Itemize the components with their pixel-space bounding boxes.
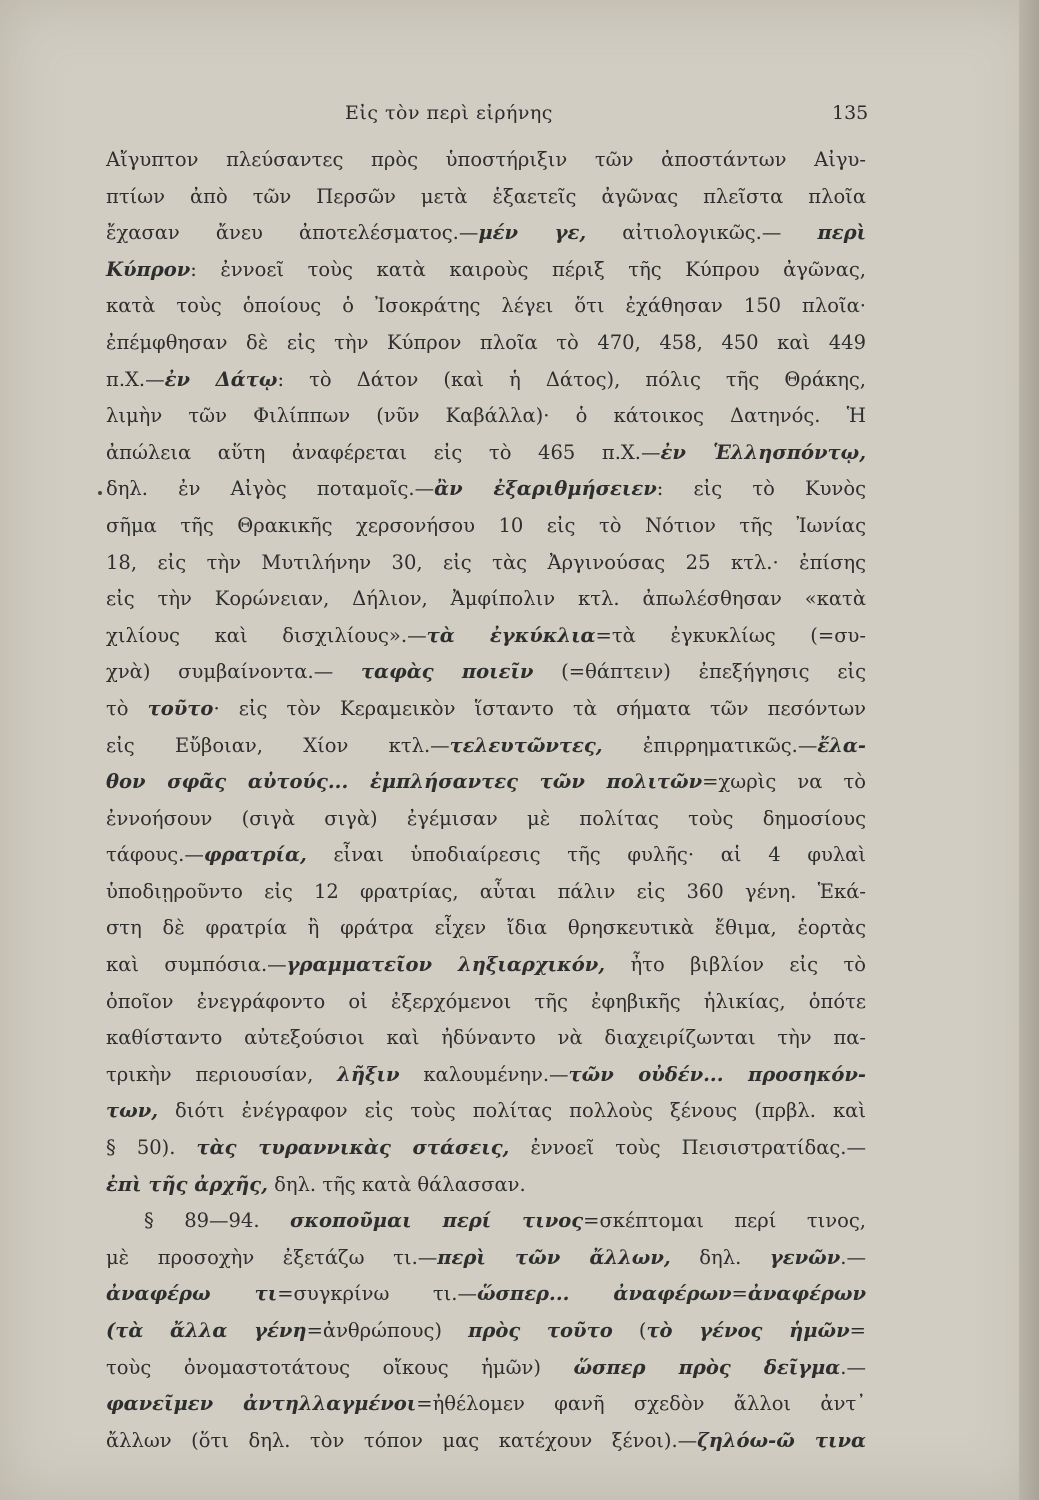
lemma-text: Κύπρον — [106, 257, 191, 281]
lemma-text: (τὰ ἄλλα γένη — [106, 1319, 307, 1342]
commentary-text: .— — [840, 1355, 866, 1379]
commentary-text: (=θάπτειν) ἐπεξήγησις εἰς — [533, 660, 866, 684]
commentary-text: κατὰ τοὺς ὁποίους ὁ Ἰσοκράτης λέγει ὅτι ἐχάθησαν 150 πλοῖα· — [106, 294, 866, 318]
page-edge — [1019, 0, 1039, 1500]
text-line — [106, 728, 866, 765]
commentary-text: τάφους.— — [106, 843, 204, 867]
commentary-text: εἰς Εὔβοιαν, Χίον κτλ.— — [106, 733, 450, 757]
running-title: Εἰς τὸν περὶ εἰρήνης — [345, 102, 553, 124]
text-line — [106, 325, 866, 362]
commentary-text: =τὰ ἐγκυκλίως (=συ- — [595, 623, 866, 647]
text-line — [106, 471, 866, 508]
text-line — [106, 801, 866, 838]
lemma-text: λῆξιν — [337, 1062, 400, 1086]
lemma-text: τὰ ἐγκύκλια — [426, 623, 596, 647]
text-line — [106, 618, 866, 655]
commentary-text: ἐπέμφθησαν δὲ εἰς τὴν Κύπρον πλοῖα τὸ 470, 458, 450 καὶ 449 — [106, 330, 866, 354]
text-line — [106, 362, 866, 399]
text-line — [106, 581, 866, 618]
commentary-text: .— — [840, 1245, 866, 1269]
commentary-text: = — [731, 1282, 748, 1306]
lemma-text: τῶν οὐδέν... προσηκόν- — [568, 1062, 866, 1086]
commentary-text: σῆμα τῆς Θρακικῆς χερσονήσου 10 εἰς τὸ Νότιον τῆς Ἰωνίας — [106, 513, 866, 537]
commentary-text: ( — [612, 1319, 647, 1342]
lemma-text: ἐν Ἑλλησπόντῳ, — [660, 440, 866, 464]
commentary-text: =χωρὶς να τὸ — [702, 770, 866, 794]
commentary-text: ὁποῖον ἐνεγράφοντο οἱ ἐξερχόμενοι τῆς ἐφηβικῆς ἡλικίας, ὁπότε — [106, 989, 866, 1013]
text-line — [106, 435, 866, 472]
lemma-text: γραμματεῖον ληξιαρχικόν, — [286, 953, 606, 977]
commentary-text: =ἠθέλομεν φανῆ σχεδὸν ἄλλοι ἀντ᾽ — [416, 1392, 866, 1416]
text-line — [106, 1167, 866, 1204]
lemma-text: περὶ τῶν ἄλλων, — [437, 1245, 671, 1269]
lemma-text: σκοποῦμαι περί τινος — [290, 1209, 584, 1233]
lemma-text: τοῦτο — [147, 696, 214, 720]
commentary-text: § 50). — [106, 1136, 197, 1160]
text-line — [106, 1313, 866, 1350]
commentary-text: χνὰ) συμβαίνοντα.— — [106, 660, 361, 684]
commentary-text: ἀπώλεια αὕτη ἀναφέρεται εἰς τὸ 465 π.Χ.— — [106, 440, 661, 464]
commentary-text: χιλίους καὶ δισχιλίους».— — [106, 623, 427, 647]
text-line — [106, 1057, 866, 1094]
commentary-text: καὶ συμπόσια.— — [106, 953, 287, 977]
lemma-text: τὸ γένος ἡμῶν — [646, 1319, 850, 1342]
commentary-text: λιμὴν τῶν Φιλίππων (νῦν Καβάλλα)· ὁ κάτοικος Δατηνός. Ἡ — [106, 404, 866, 428]
text-line — [106, 1203, 866, 1240]
text-line — [106, 1276, 866, 1313]
commentary-text: · εἰς τὸν Κεραμεικὸν ἵσταντο τὰ σήματα τῶν πεσόντων — [213, 696, 866, 720]
commentary-text: μὲ προσοχὴν ἐξετάζω τι.— — [106, 1245, 438, 1269]
commentary-text: 18, εἰς τὴν Μυτιλήνην 30, εἰς τὰς Ἀργινούσας 25 κτλ.· ἐπίσης — [106, 550, 866, 574]
text-line — [106, 545, 866, 582]
commentary-text: ἔχασαν ἄνευ ἀποτελέσματος.— — [106, 221, 479, 245]
lemma-text: πρὸς τοῦτο — [468, 1319, 613, 1342]
lemma-text: ἐν Δάτῳ — [164, 367, 278, 391]
lemma-text: ἂν ἐξαριθμήσειεν — [434, 477, 657, 501]
commentary-text: : τὸ Δάτον (καὶ ἡ Δάτος), πόλις τῆς Θράκης, — [277, 367, 866, 391]
text-line — [106, 1386, 866, 1423]
lemma-text: ὥσπερ πρὸς δεῖγμα — [573, 1355, 841, 1379]
text-line — [106, 1350, 866, 1387]
lemma-text: φανεῖμεν ἀντηλλαγμένοι — [106, 1392, 417, 1416]
text-line — [106, 215, 866, 252]
commentary-text: δηλ. ἐν Αἰγὸς ποταμοῖς.— — [106, 477, 435, 501]
commentary-text: = — [849, 1319, 867, 1342]
lemma-text: ὥσπερ... ἀναφέρων — [476, 1282, 732, 1306]
commentary-text: δηλ. τῆς κατὰ θάλασσαν. — [267, 1172, 526, 1196]
lemma-text: φρατρία, — [203, 843, 307, 867]
text-line — [106, 179, 866, 216]
lemma-text: περὶ — [817, 221, 866, 245]
text-line — [106, 910, 866, 947]
commentary-text: τρικὴν περιουσίαν, — [106, 1062, 338, 1086]
commentary-text: εἰς τὴν Κορώνειαν, Δήλιον, Ἀμφίπολιν κτλ. ἀπωλέσθησαν «κατὰ — [106, 587, 866, 611]
commentary-text: εἶναι ὑποδιαίρεσις τῆς φυλῆς· αἱ 4 φυλαὶ — [306, 843, 866, 867]
commentary-text: : εἰς τὸ Κυνὸς — [656, 477, 866, 501]
text-line — [106, 654, 866, 691]
commentary-text: ἦτο βιβλίον εἰς τὸ — [605, 953, 866, 977]
commentary-text: αἰτιολογικῶς.— — [586, 221, 818, 245]
lemma-text: ἀναφέρω τι — [106, 1282, 278, 1306]
text-line — [106, 252, 866, 289]
text-line — [106, 1130, 866, 1167]
lemma-text: ταφὰς ποιεῖν — [360, 660, 534, 684]
text-line — [106, 1020, 866, 1057]
lemma-text: μέν γε, — [478, 221, 587, 245]
text-line — [106, 1423, 866, 1460]
text-line — [106, 142, 866, 179]
commentary-text: =συγκρίνω τι.— — [277, 1282, 477, 1306]
commentary-text: =ἀνθρώπους) — [306, 1319, 469, 1342]
commentary-text: =σκέπτομαι περί τινος, — [583, 1209, 866, 1233]
text-line — [106, 691, 866, 728]
commentary-text: πτίων ἀπὸ τῶν Περσῶν μετὰ ἑξαετεῖς ἀγῶνας πλεῖστα πλοῖα — [106, 184, 866, 208]
body-text — [106, 142, 866, 1459]
commentary-text: καθίσταντο αὐτεξούσιοι καὶ ἠδύναντο νὰ διαχειρίζωνται τὴν πα- — [106, 1026, 866, 1050]
commentary-text: τοὺς ὀνομαστοτάτους οἴκους ἡμῶν) — [106, 1355, 574, 1379]
commentary-text: δηλ. — [670, 1245, 770, 1269]
commentary-text: ἐπιρρηματικῶς.— — [602, 733, 818, 757]
text-line — [106, 1240, 866, 1277]
lemma-text: θον σφᾶς αὐτούς... ἐμπλήσαντες τῶν πολιτῶν — [106, 770, 703, 794]
commentary-text: ὑποδιῃροῦντο εἰς 12 φρατρίας, αὗται πάλιν εἰς 360 γένη. Ἑκά- — [106, 879, 866, 903]
text-line — [106, 984, 866, 1021]
commentary-text: ἄλλων (ὅτι δηλ. τὸν τόπον μας κατέχουν ξένοι).— — [106, 1428, 698, 1452]
text-line — [106, 837, 866, 874]
commentary-text: π.Χ.— — [106, 367, 165, 391]
commentary-text: : ἐννοεῖ τοὺς κατὰ καιροὺς πέριξ τῆς Κύπρου ἀγῶνας, — [190, 257, 866, 281]
commentary-text: στη δὲ φρατρία ἢ φράτρα εἶχεν ἴδια θρησκευτικὰ ἔθιμα, ἑορτὰς — [106, 916, 866, 940]
lemma-text: ἐπὶ τῆς ἀρχῆς, — [106, 1172, 268, 1196]
page-number: 135 — [832, 102, 869, 124]
lemma-text: ἀναφέρων — [747, 1282, 866, 1306]
commentary-text: ἐννοεῖ τοὺς Πεισιστρατίδας.— — [509, 1136, 866, 1160]
commentary-text: § 89—94. — [144, 1209, 290, 1233]
text-line — [106, 508, 866, 545]
page-header — [0, 100, 1039, 130]
lemma-text: ἔλα- — [817, 733, 867, 757]
text-line — [106, 874, 866, 911]
margin-mark — [98, 491, 102, 495]
text-line — [106, 764, 866, 801]
commentary-text: τὸ — [106, 696, 148, 720]
commentary-text: ἐννοήσουν (σιγὰ σιγὰ) ἐγέμισαν μὲ πολίτας τοὺς δημοσίους — [106, 806, 866, 830]
commentary-text: διότι ἐνέγραφον εἰς τοὺς πολίτας πολλοὺς ξένους (πρβλ. καὶ — [158, 1099, 866, 1123]
lemma-text: ζηλόω-ῶ τινα — [697, 1428, 866, 1452]
lemma-text: γενῶν — [769, 1245, 841, 1269]
commentary-text: καλουμένην.— — [399, 1062, 569, 1086]
lemma-text: τὰς τυραννικὰς στάσεις, — [196, 1136, 510, 1160]
commentary-text: Αἴγυπτον πλεύσαντες πρὸς ὑποστήριξιν τῶν ἀποστάντων Αἰγυ- — [106, 148, 866, 171]
lemma-text: των, — [106, 1099, 159, 1123]
text-line — [106, 1093, 866, 1130]
lemma-text: τελευτῶντες, — [449, 733, 603, 757]
text-line — [106, 947, 866, 984]
text-line — [106, 288, 866, 325]
text-line — [106, 398, 866, 435]
